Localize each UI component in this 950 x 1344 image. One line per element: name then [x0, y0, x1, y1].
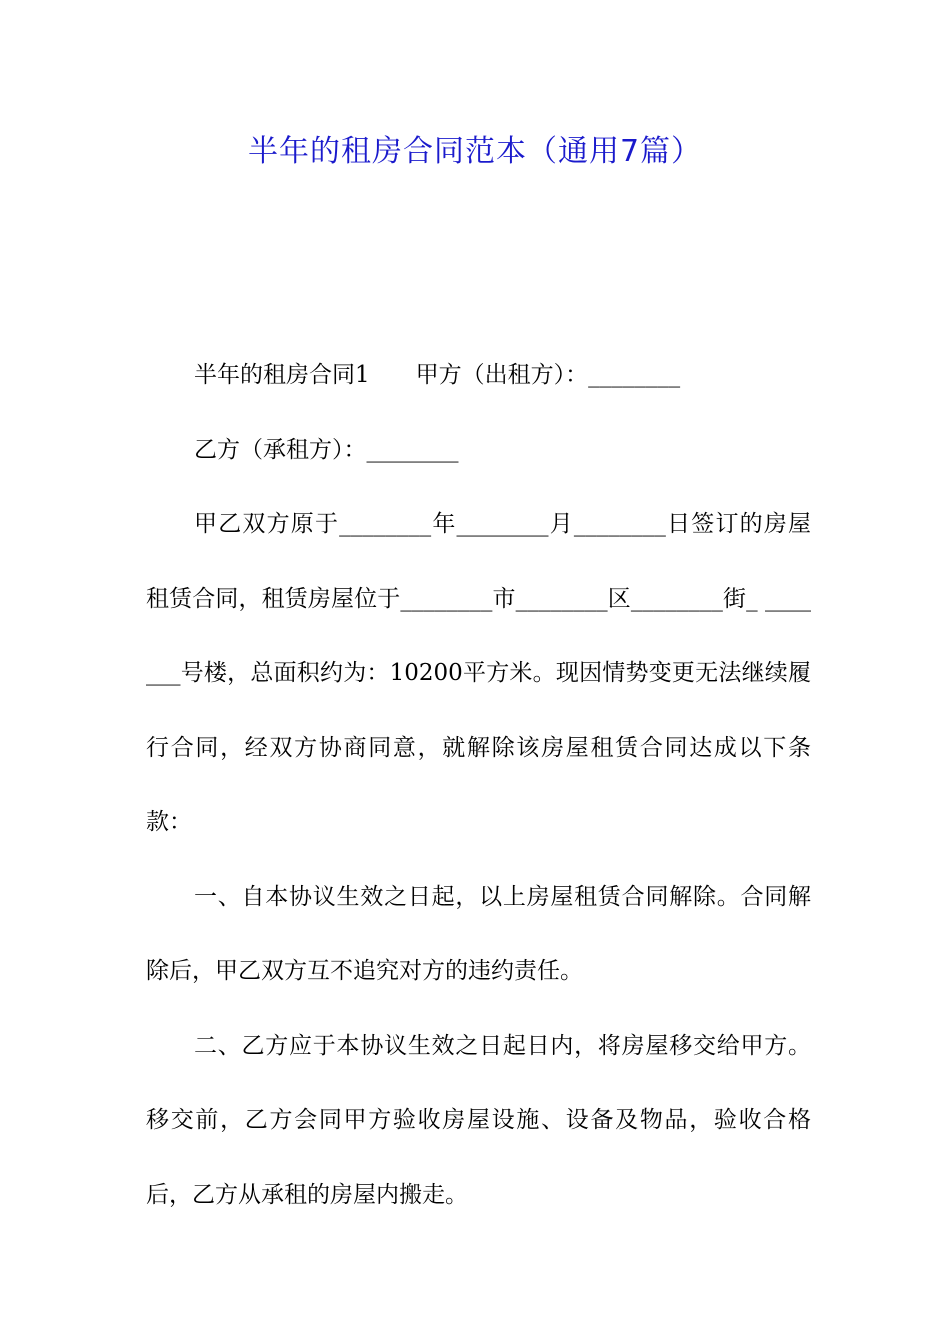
- document-body: [146, 338, 811, 1232]
- paragraph-clause-1: 一、自本协议生效之日起，以上房屋租赁合同解除。合同解除后，甲乙双方互不追究对方的违约责任。: [146, 883, 811, 984]
- paragraph-clause-2: 二、乙方应于本协议生效之日起日内，将房屋移交给甲方。移交前，乙方会同甲方验收房屋设施、设备及物品，验收合格后，乙方从承租的房屋内搬走。: [146, 1032, 811, 1208]
- document-title: 半年的租房合同范本（通用7篇）: [247, 134, 703, 169]
- paragraph-party-b: 乙方（承租方）：________: [194, 436, 459, 463]
- paragraph-background: 甲乙双方原于________年________月________日签订的房屋租赁合同，租赁房屋位于________市________区________街_ _______号楼，总面积约为：10200平方米。现因情势变更无法继续履行合同，经双方协商同意，就解除该房屋租赁合同达成以下条款：: [146, 511, 811, 835]
- paragraph-intro: 半年的租房合同1 甲方（出租方）：________: [194, 362, 681, 388]
